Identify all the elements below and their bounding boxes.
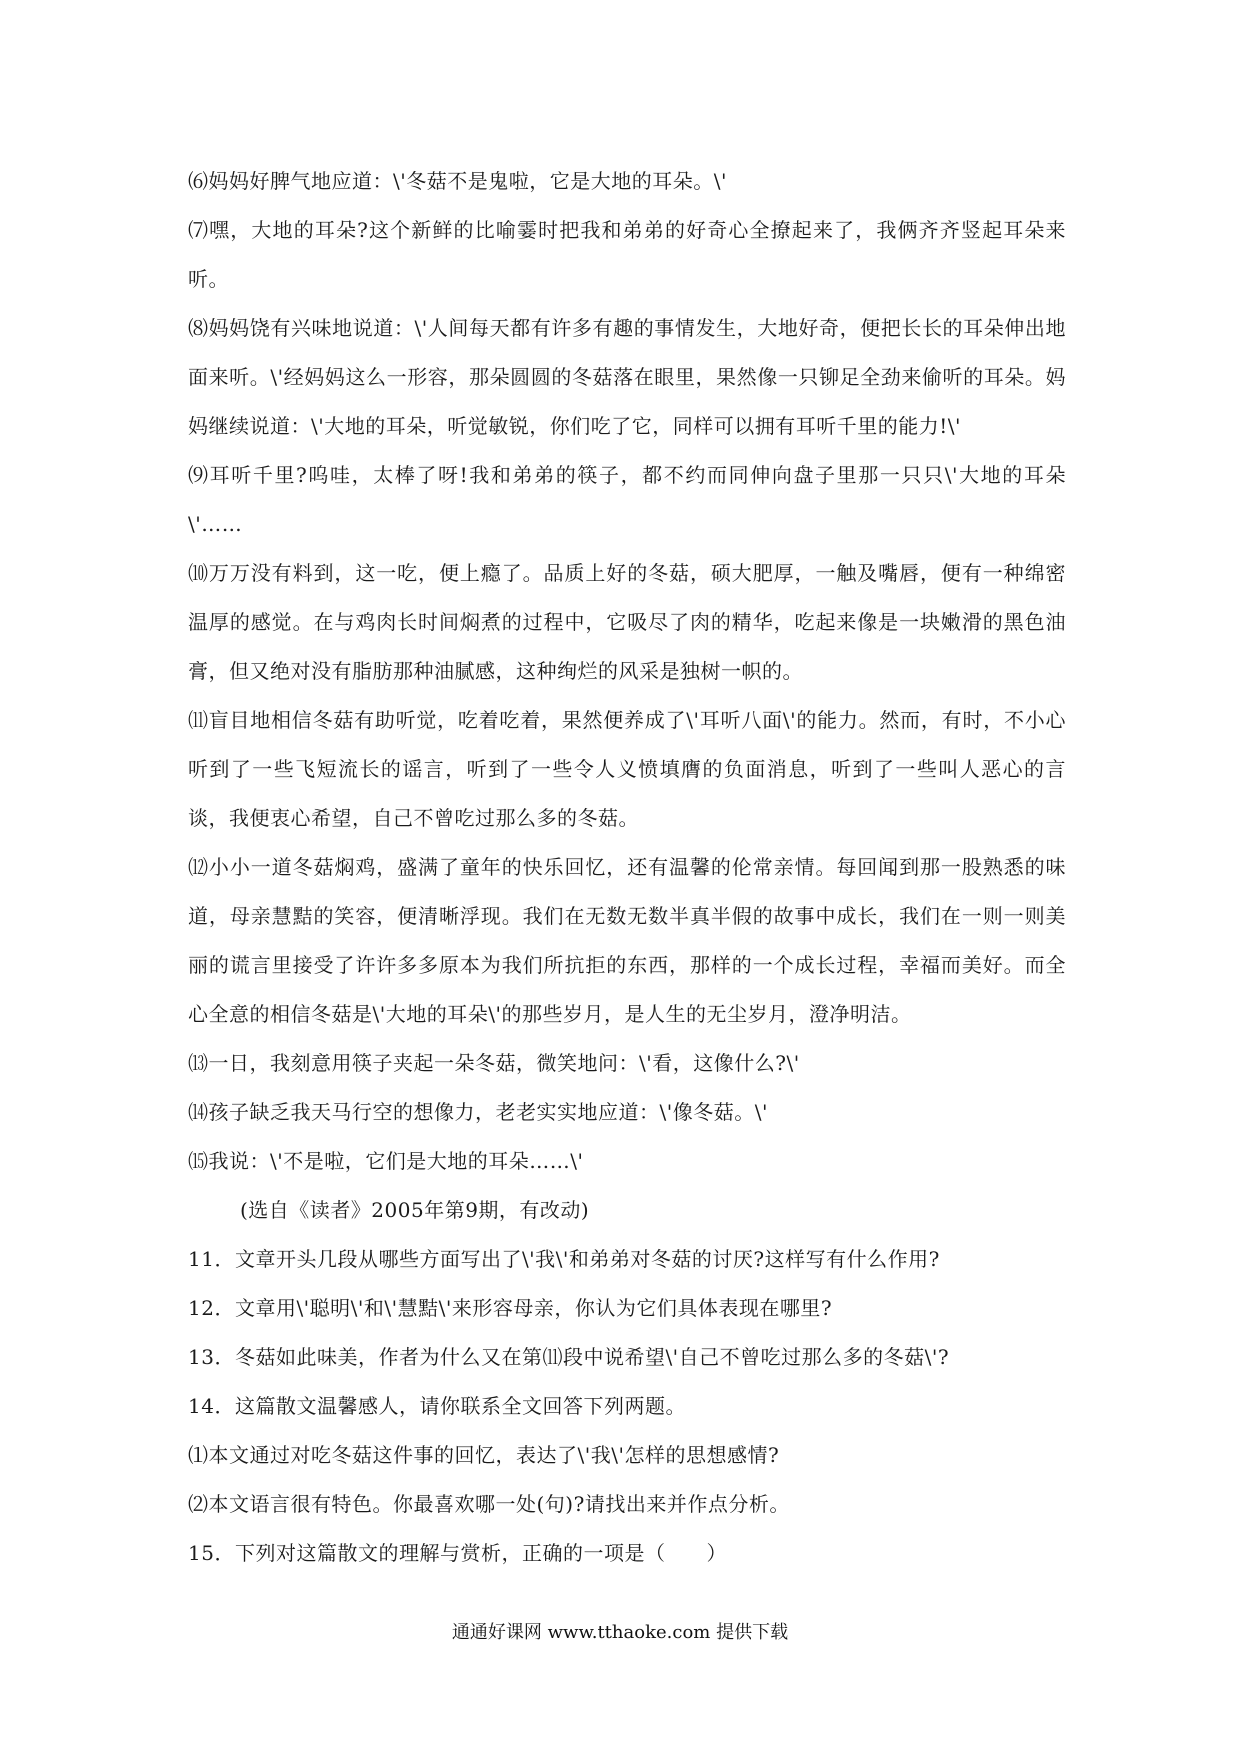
paragraph-6: ⑹妈妈好脾气地应道：\'冬菇不是鬼啦，它是大地的耳朵。\' bbox=[188, 169, 727, 193]
question-14-part-2: ⑵本文语言很有特色。你最喜欢哪一处(句)?请找出来并作点分析。 bbox=[188, 1492, 790, 1516]
question-14: 14．这篇散文温馨感人，请你联系全文回答下列两题。 bbox=[188, 1394, 686, 1418]
question-12: 12．文章用\'聪明\'和\'慧黠\'来形容母亲，你认为它们具体表现在哪里? bbox=[188, 1296, 833, 1320]
page-footer: 通通好课网 www.tthaoke.com 提供下载 bbox=[451, 1622, 789, 1643]
paragraph-7: ⑺嘿，大地的耳朵?这个新鲜的比喻霎时把我和弟弟的好奇心全撩起来了，我俩齐齐竖起耳朵来听。 bbox=[188, 218, 1066, 291]
paragraph-13: ⒀一日，我刻意用筷子夹起一朵冬菇，微笑地问：\'看，这像什么?\' bbox=[188, 1051, 800, 1075]
paragraph-9: ⑼耳听千里?呜哇，太棒了呀!我和弟弟的筷子，都不约而同伸向盘子里那一只只\'大地的耳朵\'…… bbox=[188, 463, 1066, 536]
source-citation: (选自《读者》2005年第9期，有改动) bbox=[240, 1198, 590, 1222]
paragraph-14: ⒁孩子缺乏我天马行空的想像力，老老实实地应道：\'像冬菇。\' bbox=[188, 1100, 768, 1124]
article-body bbox=[188, 157, 1066, 1578]
question-15: 15．下列对这篇散文的理解与赏析，正确的一项是（ ） bbox=[188, 1541, 727, 1565]
question-14-part-1: ⑴本文通过对吃冬菇这件事的回忆，表达了\'我\'怎样的思想感情? bbox=[188, 1443, 780, 1467]
paragraph-10: ⑽万万没有料到，这一吃，便上瘾了。品质上好的冬菇，硕大肥厚，一触及嘴唇，便有一种绵密温厚的感觉。在与鸡肉长时间焖煮的过程中，它吸尽了肉的精华，吃起来像是一块嫩滑的黑色油膏，但又绝对没有脂肪那种油腻感，这种绚烂的风采是独树一帜的。 bbox=[188, 561, 1066, 683]
question-13: 13．冬菇如此味美，作者为什么又在第⑾段中说希望\'自己不曾吃过那么多的冬菇\'? bbox=[188, 1345, 950, 1369]
paragraph-15: ⒂我说：\'不是啦，它们是大地的耳朵……\' bbox=[188, 1149, 584, 1173]
paragraph-8: ⑻妈妈饶有兴味地说道：\'人间每天都有许多有趣的事情发生，大地好奇，便把长长的耳朵伸出地面来听。\'经妈妈这么一形容，那朵圆圆的冬菇落在眼里，果然像一只铆足全劲来偷听的耳朵。妈妈继续说道：\'大地的耳朵，听觉敏锐，你们吃了它，同样可以拥有耳听千里的能力!\' bbox=[188, 316, 1066, 438]
paragraph-12: ⑿小小一道冬菇焖鸡，盛满了童年的快乐回忆，还有温馨的伦常亲情。每回闻到那一股熟悉的味道，母亲慧黠的笑容，便清晰浮现。我们在无数无数半真半假的故事中成长，我们在一则一则美丽的谎言里接受了许许多多原本为我们所抗拒的东西，那样的一个成长过程，幸福而美好。而全心全意的相信冬菇是\'大地的耳朵\'的那些岁月，是人生的无尘岁月，澄净明洁。 bbox=[188, 855, 1066, 1026]
paragraph-11: ⑾盲目地相信冬菇有助听觉，吃着吃着，果然便养成了\'耳听八面\'的能力。然而，有时，不小心听到了一些飞短流长的谣言，听到了一些令人义愤填膺的负面消息，听到了一些叫人恶心的言谈，我便衷心希望，自己不曾吃过那么多的冬菇。 bbox=[188, 708, 1066, 830]
question-11: 11．文章开头几段从哪些方面写出了\'我\'和弟弟对冬菇的讨厌?这样写有什么作用? bbox=[188, 1247, 940, 1271]
